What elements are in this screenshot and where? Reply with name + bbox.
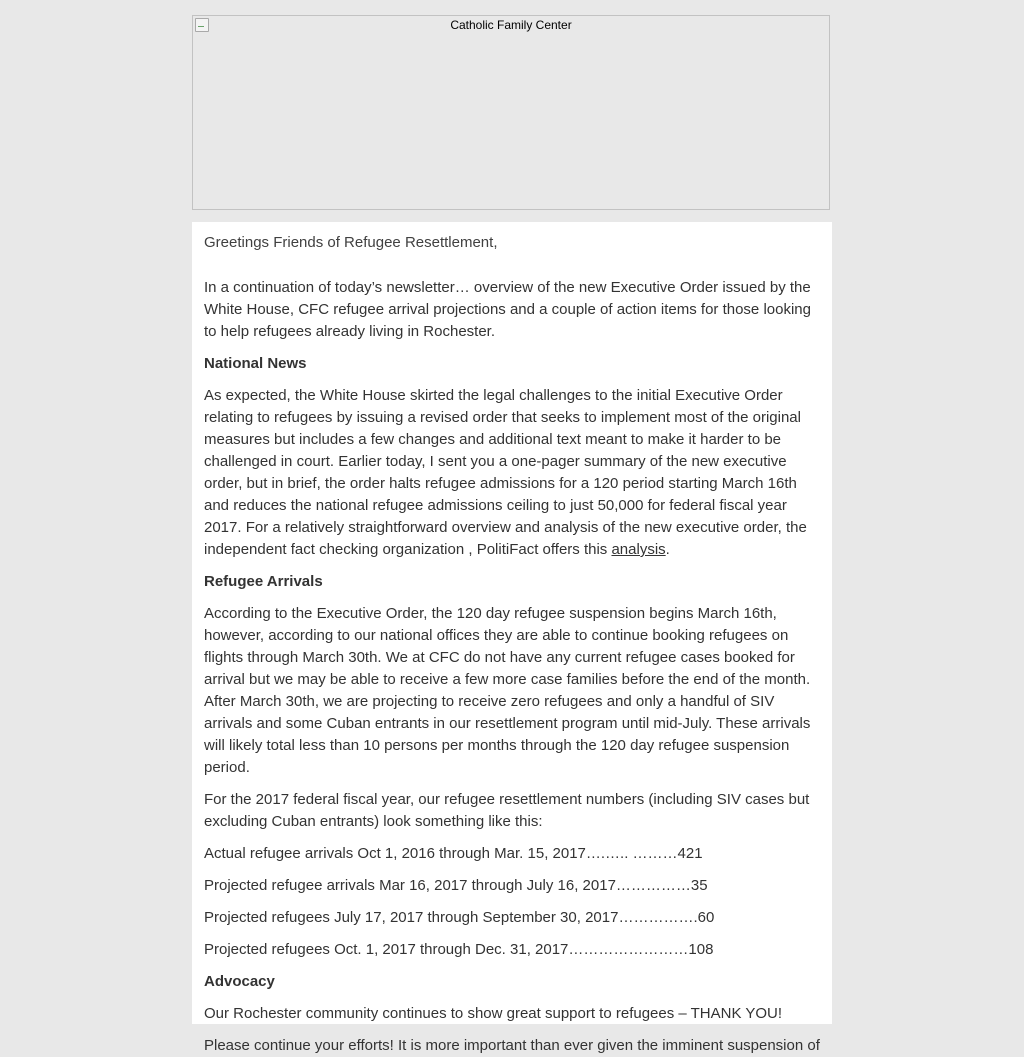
advocacy-heading: Advocacy xyxy=(204,973,275,990)
intro-paragraph: In a continuation of today’s newsletter… overview of the new Executive Order issued by the White House, CFC refugee arrival projections and a couple of action items for those looking to help refugees already living in Rochester. xyxy=(204,279,811,340)
arrivals-line: Actual refugee arrivals Oct 1, 2016 through Mar. 15, 2017….….. ………421 xyxy=(204,845,703,862)
arrivals-line: Projected refugees July 17, 2017 through September 30, 2017…………….60 xyxy=(204,909,715,926)
arrivals-line: Projected refugee arrivals Mar 16, 2017 through July 16, 2017……………35 xyxy=(204,877,708,894)
advocacy-continued-paragraph: Please continue your efforts! It is more important than ever given the imminent suspension of xyxy=(204,1037,820,1054)
refugee-arrivals-paragraph: According to the Executive Order, the 120 day refugee suspension begins March 16th, however, according to our national offices they are able to continue booking refugees on flights through March 30th. We at CFC do not have any current refugee cases booked for arrival but we may be able to receive a few more case families before the end of the month. After March 30th, we are projecting to receive zero refugees and only a handful of SIV arrivals and some Cuban entrants in our resettlement program until mid-July. These arrivals will likely total less than 10 persons per months through the 120 day refugee suspension period. xyxy=(204,605,811,776)
national-news-text: As expected, the White House skirted the legal challenges to the initial Executive Order relating to refugees by issuing a revised order that seeks to implement most of the original measures but includes a few changes and additional text meant to make it harder to be challenged in court. Earlier today, I sent you a one-pager summary of the new executive order, but in brief, the order halts refugee admissions for a 120 period starting March 16th and reduces the national refugee admissions ceiling to just 50,000 for federal fiscal year 2017. For a relatively straightforward overview and analysis of the new executive order, the independent fact checking organization , PolitiFact offers this xyxy=(204,387,807,558)
advocacy-paragraph: Our Rochester community continues to show great support to refugees – THANK YOU! xyxy=(204,1005,783,1022)
header-image xyxy=(192,15,830,210)
national-news-paragraph xyxy=(204,385,820,561)
numbers-intro-paragraph: For the 2017 federal fiscal year, our refugee resettlement numbers (including SIV cases but excluding Cuban entrants) look something like this: xyxy=(204,791,810,830)
arrivals-line: Projected refugees Oct. 1, 2017 through Dec. 31, 2017……………………108 xyxy=(204,941,714,958)
national-news-heading: National News xyxy=(204,355,307,372)
greeting: Greetings Friends of Refugee Resettlement, xyxy=(204,234,498,251)
national-news-period: . xyxy=(665,541,670,558)
refugee-arrivals-heading: Refugee Arrivals xyxy=(204,573,323,590)
header-image-alt-text: Catholic Family Center xyxy=(450,18,572,32)
analysis-link[interactable]: analysis xyxy=(611,541,666,558)
newsletter-body xyxy=(192,222,832,1054)
